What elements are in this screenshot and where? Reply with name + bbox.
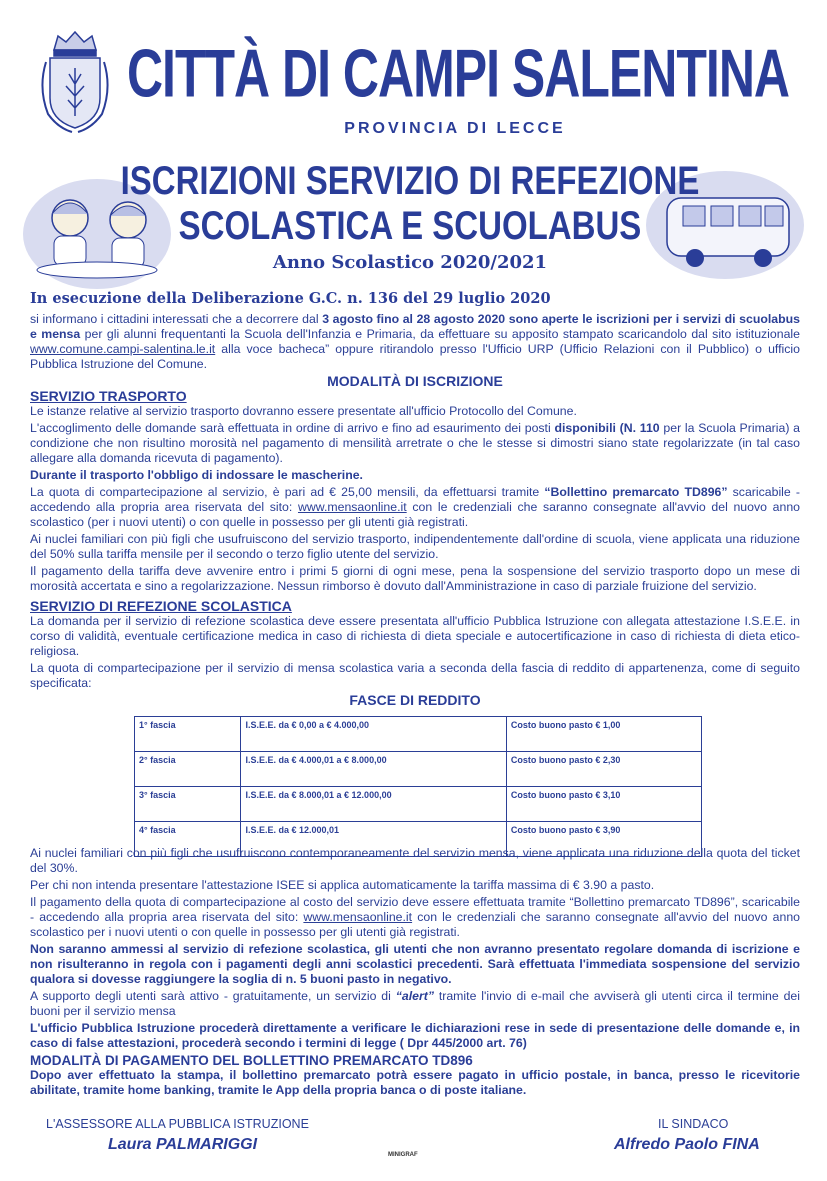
isee-cell: I.S.E.E. da € 12.000,01 bbox=[241, 822, 506, 857]
refezione-p2: La quota di compartecipazione per il servizio di mensa scolastica varia a seconda della fascia di reddito di appartenenza, come di seguito specificata: bbox=[30, 661, 800, 690]
alert-service: A supporto degli utenti sarà attivo - gratuitamente, un servizio di “alert” tramite l'invio di e-mail che avviserà gli utenti circa il termine dei buoni per il servizio mensa bbox=[30, 989, 800, 1018]
intro-paragraph: si informano i cittadini interessati che a decorrere dal 3 agosto fino al 28 agosto 2020 sono aperte le iscrizioni per i servizi di scuolabus e mensa per gli alunni frequentanti la Scuola dell'Infanzia e Primaria, da effettuare su apposito stampato scaricandolo dal sito istituzionale www.comune.campi-salentina.le.it alla voce bacheca” oppure ritirandolo presso l'Ufficio URP (Ufficio Relazioni con il Pubblico) o ufficio Pubblica Istruzione del Comune. bbox=[30, 312, 800, 371]
isee-cell: I.S.E.E. da € 8.000,01 a € 12.000,00 bbox=[241, 787, 506, 822]
refezione-p1: La domanda per il servizio di refezione scolastica deve essere presentata all'ufficio Pubblica Istruzione con allegata attestazione I.S.E.E. in corso di validità, eventuale certificazione medica in caso di richiesta di dieta speciale e autocertificazione in caso di richiesta di dieta etico-religiosa. bbox=[30, 614, 800, 658]
mensa-discount: Ai nuclei familiari con più figli che usufruiscono contemporaneamente del servizio mensa, viene applicata una riduzione della quota del ticket del 30%. bbox=[30, 846, 800, 875]
main-title-line1: ISCRIZIONI SERVIZIO DI REFEZIONE bbox=[120, 158, 700, 203]
trasporto-p1: Le istanze relative al servizio trasporto dovranno essere presentate all'ufficio Protocollo del Comune. bbox=[30, 404, 577, 418]
sindaco-label: IL SINDACO bbox=[658, 1117, 729, 1131]
pagamento-p1: Dopo aver effettuato la stampa, il bollettino premarcato potrà essere pagato in ufficio postale, in banca, presso le ricevitorie abilitate, tramite home banking, tramite le App della propria banca o di poste italiane. bbox=[30, 1068, 800, 1097]
mensaonline-link-2[interactable]: www.mensaonline.it bbox=[303, 910, 413, 924]
table-row bbox=[135, 752, 702, 787]
comune-website-link[interactable]: www.comune.campi-salentina.le.it bbox=[30, 342, 216, 356]
fascia-cell: 3° fascia bbox=[135, 787, 241, 822]
table-row bbox=[135, 717, 702, 752]
body-upper bbox=[30, 312, 800, 708]
servizio-trasporto-heading: SERVIZIO TRASPORTO bbox=[30, 388, 187, 404]
sindaco-name: Alfredo Paolo FINA bbox=[614, 1136, 760, 1153]
isee-cell: I.S.E.E. da € 0,00 a € 4.000,00 bbox=[241, 717, 506, 752]
table-row bbox=[135, 787, 702, 822]
income-brackets-table bbox=[134, 716, 702, 857]
assessore-label: L'ASSESSORE ALLA PUBBLICA ISTRUZIONE bbox=[46, 1117, 309, 1131]
deliberation-heading: In esecuzione della Deliberazione G.C. n. 136 del 29 luglio 2020 bbox=[30, 290, 551, 307]
body-lower bbox=[30, 846, 800, 1100]
trasporto-p2: L'accoglimento delle domande sarà effettuata in ordine di arrivo e fino ad esaurimento dei posti disponibili (N. 110 per la Scuola Primaria) a condizione che non risultino morosità nel pagamento di mensilità arretrate o che le stesse si dimostri siano state regolarizzate (in tal caso allegare alla domanda ricevuta di pagamento). bbox=[30, 421, 801, 465]
main-title-line2: SCOLASTICA E SCUOLABUS bbox=[178, 203, 642, 248]
school-year: Anno Scolastico 2020/2021 bbox=[272, 252, 548, 273]
pagamento-heading: MODALITÀ DI PAGAMENTO DEL BOLLETTINO PREMARCATO TD896 bbox=[30, 1053, 473, 1068]
fascia-cell: 4° fascia bbox=[135, 822, 241, 857]
trasporto-p6: Il pagamento della tariffa deve avvenire entro i primi 5 giorni di ogni mese, pena la sospensione del servizio trasporto dopo un mese di morosità accertata e sino a regolarizzazione. Nessun rimborso è dovuto dall'Amministrazione in caso di parziale fruizione del servizio. bbox=[30, 564, 800, 593]
trasporto-p5: Ai nuclei familiari con più figli che usufruiscono del servizio trasporto, indipendentemente dall'ordine di scuola, viene applicata una riduzione del 50% sulla tariffa mensile per il secondo o terzo figlio utente del servizio. bbox=[30, 532, 800, 561]
assessore-name: Laura PALMARIGGI bbox=[108, 1136, 258, 1153]
max-tariff: Per chi non intenda presentare l'attestazione ISEE si applica automaticamente la tariffa massima di € 3.90 a pasto. bbox=[30, 878, 655, 892]
mensa-payment: Il pagamento della quota di compartecipazione al costo del servizio deve essere effettuata tramite “Bollettino premarcato TD896”, scaricabile - accedendo alla propria area riservata del sito: www.mensaonline.it con le credenziali che saranno consegnate all'avvio del nuovo anno scolastico per i nuovi utenti o con quelle in possesso per gli utenti già registrati. bbox=[30, 895, 800, 939]
printer-mark: MINIGRAF bbox=[388, 1152, 418, 1158]
refezione-heading: SERVIZIO DI REFEZIONE SCOLASTICA bbox=[30, 598, 292, 614]
province-subtitle: PROVINCIA DI LECCE bbox=[344, 120, 566, 137]
trasporto-p4: La quota di compartecipazione al servizio, è pari ad € 25,00 mensili, da effettuarsi tramite “Bollettino premarcato TD896” scaricabile - accedendo alla propria area riservata del sito: www.mensaonline.it con le credenziali che saranno consegnate all'avvio del nuovo anno scolastico (per i nuovi utenti) o con quelle in possesso per gli utenti già registrati. bbox=[30, 485, 800, 529]
fascia-cell: 1° fascia bbox=[135, 717, 241, 752]
modalita-iscrizione-heading: MODALITÀ DI ISCRIZIONE bbox=[327, 373, 503, 389]
costo-cell: Costo buono pasto € 2,30 bbox=[506, 752, 701, 787]
city-title: CITTÀ DI CAMPI SALENTINA bbox=[126, 35, 790, 112]
coat-of-arms-logo bbox=[36, 28, 114, 138]
mensaonline-link[interactable]: www.mensaonline.it bbox=[297, 500, 407, 514]
trasporto-mask-notice: Durante il trasporto l'obbligo di indossare le mascherine. bbox=[30, 468, 363, 482]
isee-cell: I.S.E.E. da € 4.000,01 a € 8.000,00 bbox=[241, 752, 506, 787]
costo-cell: Costo buono pasto € 3,90 bbox=[506, 822, 701, 857]
fascia-cell: 2° fascia bbox=[135, 752, 241, 787]
costo-cell: Costo buono pasto € 3,10 bbox=[506, 787, 701, 822]
verification-notice: L'ufficio Pubblica Istruzione procederà direttamente a verificare le dichiarazioni rese in sede di presentazione delle domande e, in caso di false attestazioni, procederà secondo i termini di legge ( Dpr 445/2000 art. 76) bbox=[30, 1021, 800, 1050]
fasce-heading: FASCE DI REDDITO bbox=[349, 692, 481, 708]
costo-cell: Costo buono pasto € 1,00 bbox=[506, 717, 701, 752]
admission-warning: Non saranno ammessi al servizio di refezione scolastica, gli utenti che non avranno presentato regolare domanda di iscrizione e non risulteranno in regola con i pagamenti degli anni scolastici precedenti. Sarà effettuata l'immediata sospensione del servizio qualora si dovesse raggiungere la soglia di n. 5 buoni pasto in negativo. bbox=[30, 942, 800, 986]
